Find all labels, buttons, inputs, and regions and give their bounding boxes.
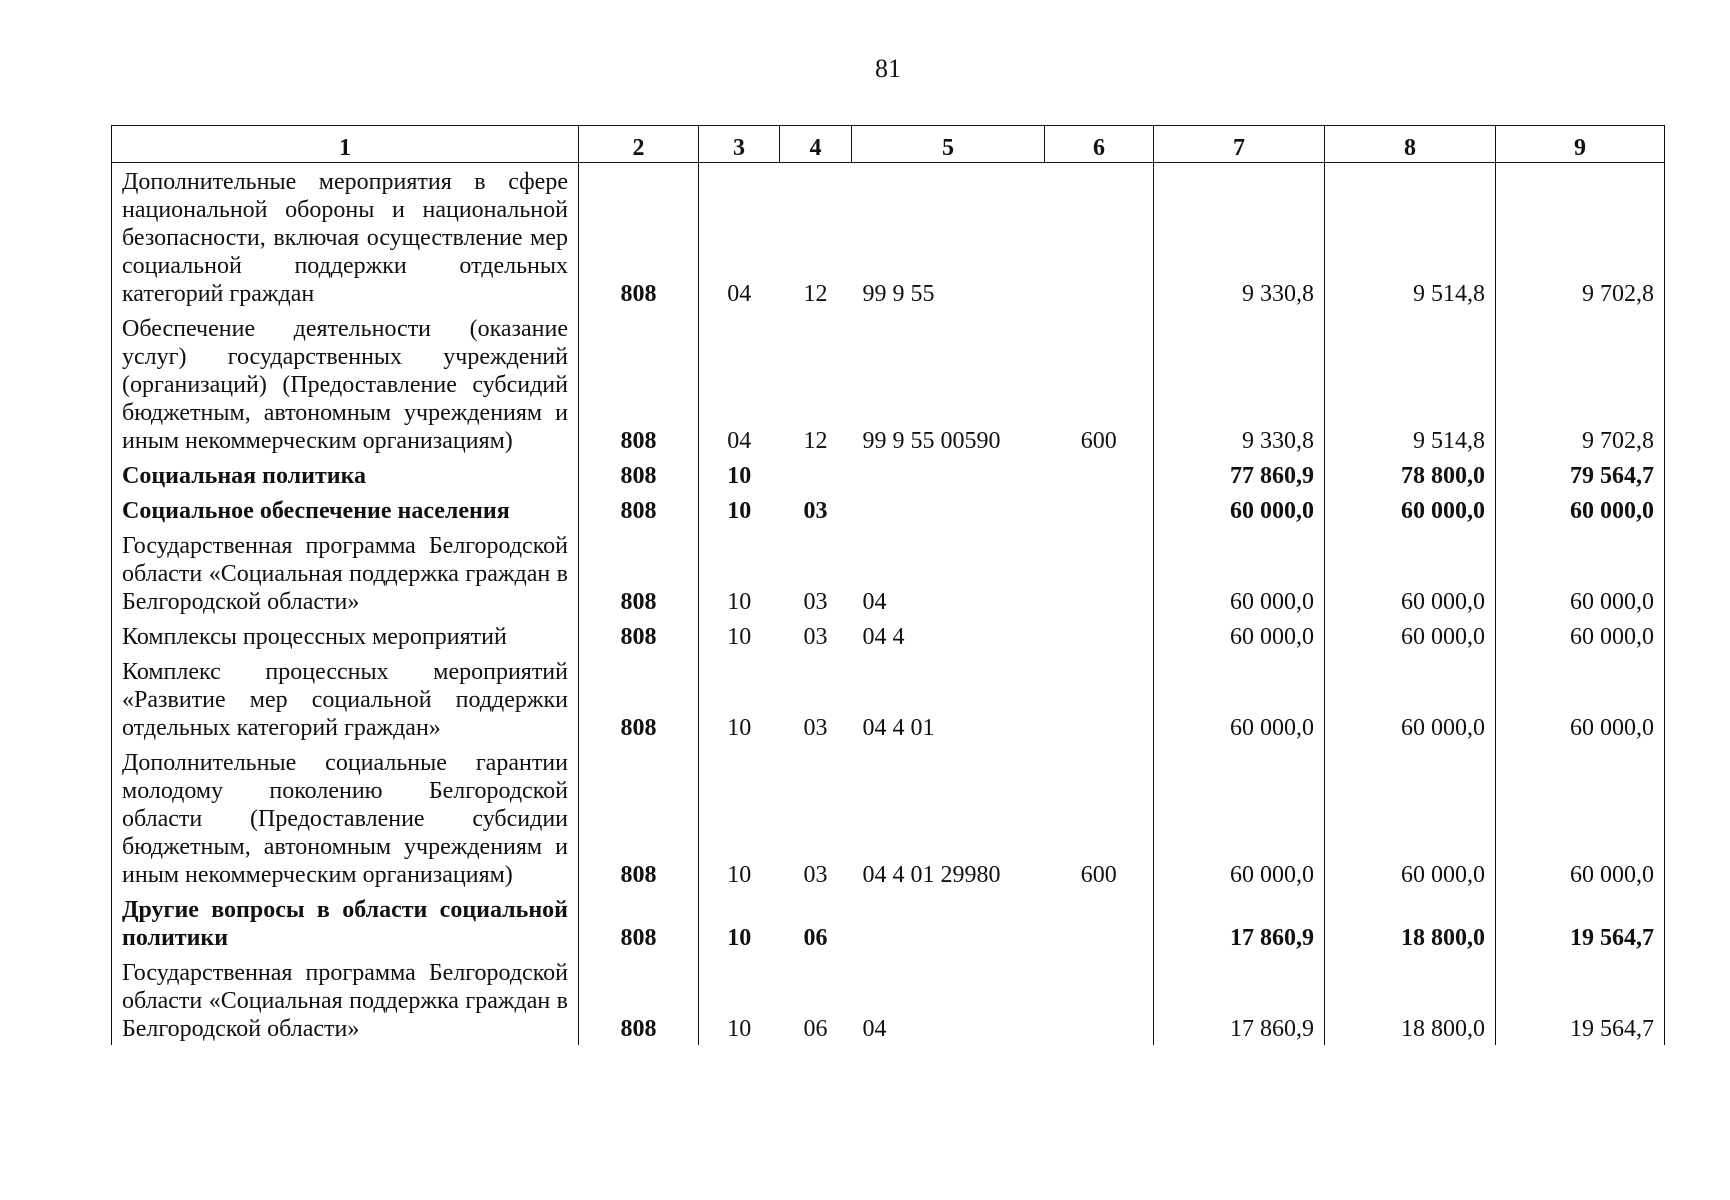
- row-name-cell: Социальная политика: [112, 457, 579, 492]
- row-name-cell: Государственная программа Белгородской области «Социальная поддержка граждан в Белгородской области»: [112, 527, 579, 618]
- amount-year1-cell: 60 000,0: [1154, 744, 1325, 891]
- amount-year3-cell: 19 564,7: [1496, 954, 1665, 1045]
- row-name-cell: Комплекс процессных мероприятий «Развитие мер социальной поддержки отдельных категорий граждан»: [112, 653, 579, 744]
- amount-year2-cell: 60 000,0: [1325, 653, 1496, 744]
- target-article-cell: 04: [862, 1016, 887, 1042]
- row-name-cell: Комплексы процессных мероприятий: [112, 618, 579, 653]
- expense-type-cell: [1045, 527, 1154, 618]
- amount-year2-cell: 60 000,0: [1325, 618, 1496, 653]
- column-header: 8: [1325, 126, 1496, 163]
- code-admin-cell: 808: [579, 163, 699, 311]
- table-row: [112, 954, 1665, 1045]
- section-cell: 10: [727, 624, 752, 650]
- expense-type-cell: [1045, 618, 1154, 653]
- target-article-cell: 04 4: [862, 624, 905, 650]
- section-cell: 04: [727, 428, 752, 454]
- subsection-cell: 03: [803, 498, 828, 524]
- subsection-cell: 03: [803, 624, 828, 650]
- amount-year1-cell: 9 330,8: [1154, 310, 1325, 457]
- section-cell: 10: [727, 715, 752, 741]
- budget-table: [111, 125, 1665, 1045]
- amount-year1-cell: 60 000,0: [1154, 653, 1325, 744]
- amount-year3-cell: 60 000,0: [1496, 492, 1665, 527]
- column-header: 1: [112, 126, 579, 163]
- amount-year3-cell: 60 000,0: [1496, 744, 1665, 891]
- column-header: 7: [1154, 126, 1325, 163]
- amount-year1-cell: 60 000,0: [1154, 492, 1325, 527]
- amount-year1-cell: 17 860,9: [1154, 891, 1325, 954]
- expense-type-cell: [1045, 492, 1154, 527]
- target-article-cell: [852, 457, 1045, 492]
- amount-year3-cell: 60 000,0: [1496, 618, 1665, 653]
- page-number: 81: [875, 54, 901, 83]
- column-header: 5: [852, 126, 1045, 163]
- code-admin-cell: 808: [579, 457, 699, 492]
- amount-year3-cell: 9 702,8: [1496, 310, 1665, 457]
- column-header: 9: [1496, 126, 1665, 163]
- row-name-cell: Дополнительные социальные гарантии молодому поколению Белгородской области (Предоставление субсидии бюджетным, автономным учреждениям и иным некоммерческим организациям): [112, 744, 579, 891]
- table-header-row: [112, 126, 1665, 163]
- subsection-cell: 06: [803, 1016, 828, 1042]
- row-name-cell: Другие вопросы в области социальной политики: [112, 891, 579, 954]
- table-row: [112, 891, 1665, 954]
- section-cell: 10: [727, 498, 752, 524]
- expense-type-cell: 600: [1045, 744, 1154, 891]
- code-admin-cell: 808: [579, 310, 699, 457]
- target-article-cell: 99 9 55 00590: [862, 428, 1001, 454]
- section-cell: 10: [727, 862, 752, 888]
- amount-year2-cell: 60 000,0: [1325, 527, 1496, 618]
- amount-year1-cell: 77 860,9: [1154, 457, 1325, 492]
- code-admin-cell: 808: [579, 527, 699, 618]
- amount-year3-cell: 19 564,7: [1496, 891, 1665, 954]
- amount-year1-cell: 60 000,0: [1154, 618, 1325, 653]
- amount-year2-cell: 60 000,0: [1325, 492, 1496, 527]
- amount-year2-cell: 18 800,0: [1325, 954, 1496, 1045]
- amount-year1-cell: 9 330,8: [1154, 163, 1325, 311]
- amount-year1-cell: 17 860,9: [1154, 954, 1325, 1045]
- amount-year2-cell: 9 514,8: [1325, 163, 1496, 311]
- table-row: [112, 744, 1665, 891]
- row-name-cell: Обеспечение деятельности (оказание услуг) государственных учреждений (организаций) (Предоставление субсидий бюджетным, автономным учреждениям и иным некоммерческим организациям): [112, 310, 579, 457]
- code-admin-cell: 808: [579, 492, 699, 527]
- code-admin-cell: 808: [579, 744, 699, 891]
- section-cell: 04: [727, 281, 752, 307]
- section-cell: 10: [727, 589, 752, 615]
- table-row: [112, 653, 1665, 744]
- target-article-cell: 99 9 55: [862, 281, 935, 307]
- subsection-cell: 12: [803, 428, 828, 454]
- amount-year3-cell: 9 702,8: [1496, 163, 1665, 311]
- row-name-cell: Государственная программа Белгородской области «Социальная поддержка граждан в Белгородской области»: [112, 954, 579, 1045]
- amount-year2-cell: 78 800,0: [1325, 457, 1496, 492]
- amount-year2-cell: 18 800,0: [1325, 891, 1496, 954]
- target-article-cell: 04 4 01: [862, 715, 935, 741]
- row-name-cell: Дополнительные мероприятия в сфере национальной обороны и национальной безопасности, включая осуществление мер социальной поддержки отдельных категорий граждан: [112, 163, 579, 311]
- subsection-cell: 03: [803, 589, 828, 615]
- subsection-cell: 06: [803, 925, 828, 951]
- expense-type-cell: [1045, 457, 1154, 492]
- target-article-cell: 04 4 01 29980: [862, 862, 1001, 888]
- subsection-cell: 12: [803, 281, 828, 307]
- column-header: 4: [780, 126, 852, 163]
- column-header: 6: [1045, 126, 1154, 163]
- column-header: 2: [579, 126, 699, 163]
- amount-year1-cell: 60 000,0: [1154, 527, 1325, 618]
- subsection-cell: 03: [803, 862, 828, 888]
- target-article-cell: [852, 492, 1045, 527]
- expense-type-cell: [1045, 954, 1154, 1045]
- row-name-cell: Социальное обеспечение населения: [112, 492, 579, 527]
- amount-year2-cell: 9 514,8: [1325, 310, 1496, 457]
- code-admin-cell: 808: [579, 618, 699, 653]
- table-row: [112, 163, 1665, 311]
- code-admin-cell: 808: [579, 891, 699, 954]
- expense-type-cell: [1045, 653, 1154, 744]
- amount-year3-cell: 60 000,0: [1496, 527, 1665, 618]
- section-cell: 10: [727, 463, 752, 489]
- table-row: [112, 310, 1665, 457]
- code-admin-cell: 808: [579, 653, 699, 744]
- table-row: [112, 618, 1665, 653]
- expense-type-cell: [1045, 163, 1154, 311]
- table-row: [112, 492, 1665, 527]
- amount-year3-cell: 60 000,0: [1496, 653, 1665, 744]
- table-row: [112, 527, 1665, 618]
- expense-type-cell: 600: [1045, 310, 1154, 457]
- subsection-cell: [780, 457, 852, 492]
- target-article-cell: 04: [862, 589, 887, 615]
- target-article-cell: [852, 891, 1045, 954]
- amount-year2-cell: 60 000,0: [1325, 744, 1496, 891]
- section-cell: 10: [727, 1016, 752, 1042]
- section-cell: 10: [727, 925, 752, 951]
- amount-year3-cell: 79 564,7: [1496, 457, 1665, 492]
- subsection-cell: 03: [803, 715, 828, 741]
- code-admin-cell: 808: [579, 954, 699, 1045]
- expense-type-cell: [1045, 891, 1154, 954]
- table-row: [112, 457, 1665, 492]
- column-header: 3: [699, 126, 780, 163]
